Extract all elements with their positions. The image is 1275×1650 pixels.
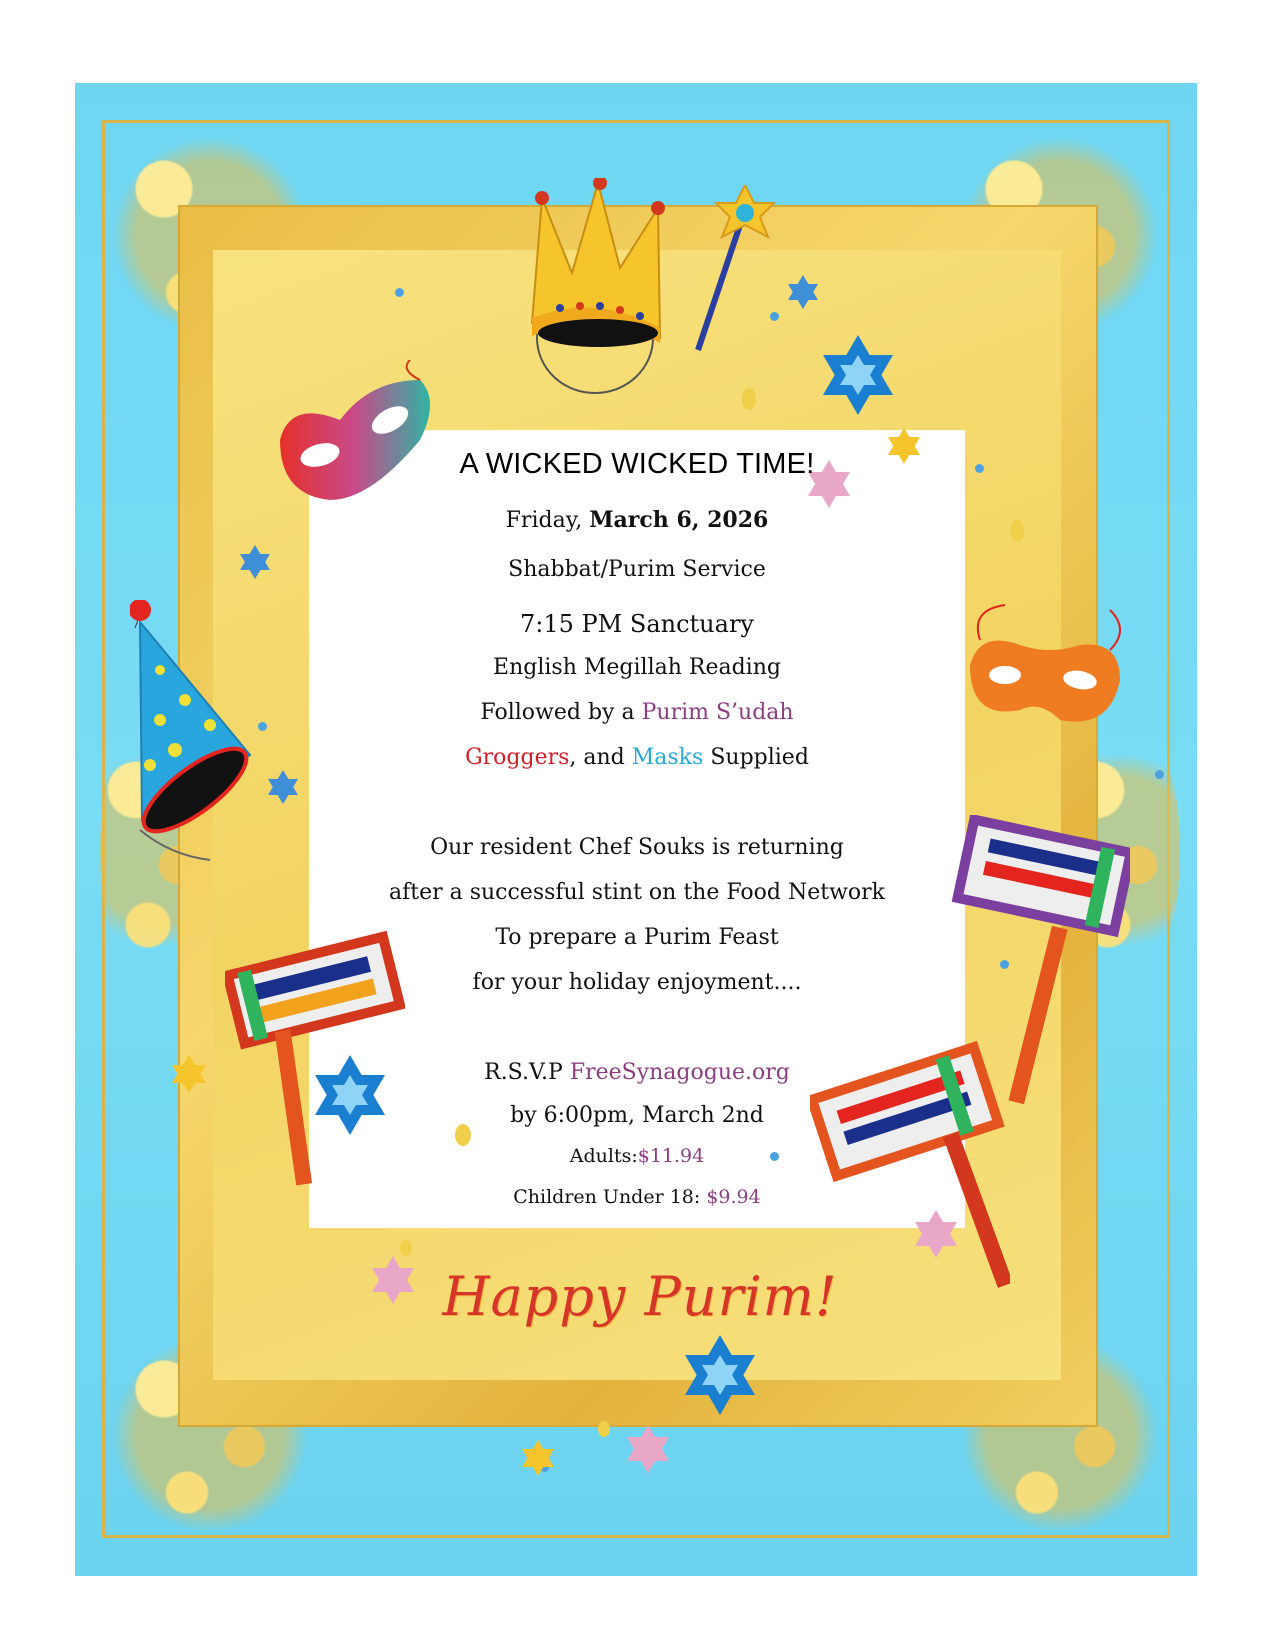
crown-icon	[520, 178, 680, 413]
confetti-dot	[1010, 520, 1024, 542]
chef-line-2: after a successful stint on the Food Network	[388, 880, 886, 905]
sudah-text: Purim S’udah	[641, 700, 794, 725]
chef-line-1: Our resident Chef Souks is returning	[430, 835, 844, 860]
groggers-text: Groggers	[465, 745, 570, 770]
confetti-dot	[395, 288, 404, 297]
rsvp-line	[309, 1060, 965, 1085]
rsvp-label: R.S.V.P	[484, 1060, 563, 1085]
mask-icon	[960, 600, 1130, 750]
time-location-line	[309, 610, 965, 638]
confetti-dot	[400, 1240, 412, 1256]
star-of-david-icon	[818, 330, 898, 420]
star-icon	[915, 1210, 957, 1258]
children-price: $9.94	[706, 1186, 761, 1208]
confetti-dot	[742, 388, 756, 410]
date-prefix: Friday,	[505, 508, 583, 533]
party-hat-icon	[130, 600, 280, 870]
chef-line-3: To prepare a Purim Feast	[495, 925, 779, 950]
star-icon	[172, 1055, 206, 1093]
rsvp-website-link[interactable]: FreeSynagogue.org	[569, 1060, 790, 1085]
masks-text: Masks	[631, 745, 704, 770]
and-text: , and	[569, 745, 625, 770]
adults-price: $11.94	[637, 1145, 705, 1167]
star-icon	[240, 545, 270, 579]
children-price-line	[309, 1186, 965, 1208]
event-time: 7:15 PM	[520, 610, 623, 638]
event-date: March 6, 2026	[589, 507, 769, 533]
deadline-line: by 6:00pm, March 2nd	[510, 1103, 764, 1128]
star-of-david-icon	[680, 1330, 760, 1420]
flyer-title: A WICKED WICKED TIME!	[459, 448, 815, 480]
confetti-dot	[1155, 770, 1164, 779]
adults-price-line	[309, 1145, 965, 1167]
chef-line-4: for your holiday enjoyment....	[472, 970, 802, 995]
adults-label: Adults:	[569, 1145, 638, 1167]
supplies-line	[309, 745, 965, 770]
wand-icon	[690, 185, 780, 355]
service-line: Shabbat/Purim Service	[508, 557, 766, 582]
confetti-dot	[975, 464, 984, 473]
happy-purim-text: Happy Purim!	[442, 1265, 838, 1328]
star-icon	[268, 770, 298, 804]
children-label: Children Under 18:	[513, 1186, 701, 1208]
confetti-dot	[598, 1421, 610, 1437]
event-location: Sanctuary	[629, 610, 754, 638]
reading-line: English Megillah Reading	[493, 655, 781, 680]
star-icon	[372, 1256, 414, 1304]
star-icon	[522, 1440, 554, 1476]
mask-icon	[270, 360, 450, 520]
supplied-text: Supplied	[710, 745, 809, 770]
sudah-line	[309, 700, 965, 725]
date-line	[309, 507, 965, 533]
star-icon	[627, 1425, 669, 1473]
followed-by-text: Followed by a	[480, 700, 635, 725]
star-icon	[788, 275, 818, 309]
